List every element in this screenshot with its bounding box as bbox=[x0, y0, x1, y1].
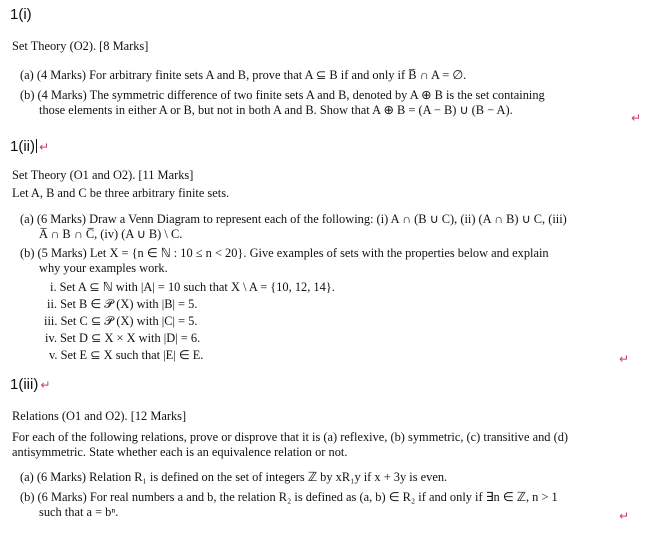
item-1i-b-line2: those elements in either A or B, but not in both A and B. Show that A ⊕ B = (A − B) ∪ (B − A). bbox=[39, 103, 513, 117]
section-title-1iii: Relations (O1 and O2). [12 Marks] bbox=[12, 409, 187, 423]
subitem-1ii-b-ii: ii. Set B ∈ 𝒫 (X) with |B| = 5. bbox=[47, 297, 198, 311]
item-1ii-a-line1: (a) (6 Marks) Draw a Venn Diagram to represent each of the following: (i) A ∩ (B ∪ C), (ii) (A ∩ B) ∪ C, (iii) bbox=[20, 212, 567, 226]
return-icon: ↵ bbox=[40, 378, 51, 392]
return-icon: ↵ bbox=[39, 140, 50, 154]
item-1ii-b-line2: why your examples work. bbox=[39, 261, 168, 275]
item-1iii-b-line2: such that a = bⁿ. bbox=[39, 505, 119, 519]
return-icon: ↵ bbox=[619, 352, 630, 366]
section-heading-1iii bbox=[10, 376, 50, 393]
section-intro-1iii-line1: For each of the following relations, prove or disprove that it is (a) reflexive, (b) symmetric, (c) transitive and (d) bbox=[12, 430, 569, 444]
return-icon: ↵ bbox=[631, 111, 642, 125]
return-icon: ↵ bbox=[619, 509, 630, 523]
item-1i-a: (a) (4 Marks) For arbitrary finite sets A and B, prove that A ⊆ B if and only if B̅ ∩ A = ∅. bbox=[20, 68, 467, 82]
section-heading-1ii bbox=[10, 138, 49, 155]
subitem-1ii-b-iv: iv. Set D ⊆ X × X with |D| = 6. bbox=[45, 331, 201, 345]
section-intro-1iii-line2: antisymmetric. State whether each is an equivalence relation or not. bbox=[12, 445, 348, 459]
heading-text: 1(iii) bbox=[10, 376, 39, 393]
section-intro-1ii: Let A, B and C be three arbitrary finite sets. bbox=[12, 186, 230, 200]
title-text: Set Theory (O2). [8 Marks] bbox=[12, 39, 149, 53]
item-1ii-a-line2: A̅ ∩ B ∩ C̅, (iv) (A ∪ B) \ C. bbox=[39, 227, 183, 241]
item-1iii-b-line1: (b) (6 Marks) For real numbers a and b, the relation R₂ is defined as (a, b) ∈ R₂ if and only if ∃n ∈ ℤ, n > 1 bbox=[20, 490, 558, 504]
subitem-1ii-b-i: i. Set A ⊆ ℕ with |A| = 10 such that X \ A = {10, 12, 14}. bbox=[50, 280, 335, 294]
subitem-1ii-b-iii: iii. Set C ⊆ 𝒫 (X) with |C| = 5. bbox=[44, 314, 198, 328]
section-title-1ii: Set Theory (O1 and O2). [11 Marks] bbox=[12, 168, 194, 182]
heading-text: 1(ii) bbox=[10, 138, 35, 155]
item-1iii-a: (a) (6 Marks) Relation R₁ is defined on the set of integers ℤ by xR₁y if x + 3y is even. bbox=[20, 470, 448, 484]
section-title-1i bbox=[12, 39, 148, 53]
subitem-1ii-b-v: v. Set E ⊆ X such that |E| ∈ E. bbox=[49, 348, 204, 362]
item-1ii-b-line1: (b) (5 Marks) Let X = {n ∈ ℕ : 10 ≤ n < 20}. Give examples of sets with the properties below and explain bbox=[20, 246, 549, 260]
section-heading-1i: 1(i) bbox=[10, 6, 32, 23]
item-1i-b-line1: (b) (4 Marks) The symmetric difference of two finite sets A and B, denoted by A ⊕ B is the set containing bbox=[20, 88, 545, 102]
text-cursor bbox=[36, 139, 37, 153]
